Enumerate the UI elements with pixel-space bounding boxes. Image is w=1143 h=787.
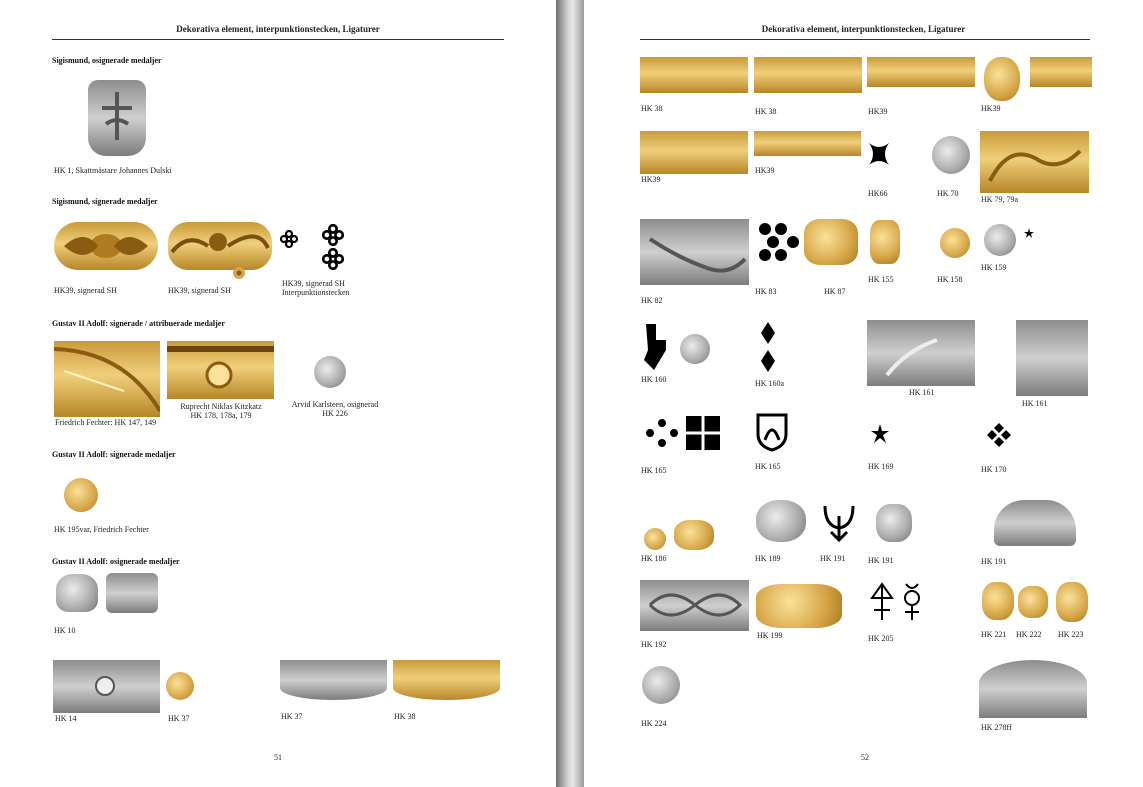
- coin-photo: [867, 320, 975, 386]
- asterisk-icon: [1024, 228, 1034, 238]
- caption: HK 38: [755, 107, 777, 116]
- coin-photo: [1030, 57, 1092, 87]
- ornament-photo: [1018, 586, 1048, 618]
- caption: HK 192: [641, 640, 667, 649]
- caption: Ruprecht Niklas Kitzkatz: [180, 402, 262, 411]
- caption: HK39, signerad SH: [282, 279, 345, 288]
- caption: HK 191: [820, 554, 846, 563]
- caption: HK39, signerad SH: [168, 286, 231, 295]
- rosette-icon: [322, 248, 344, 270]
- ornament-photo: [644, 528, 666, 550]
- ornament-photo: [168, 222, 272, 270]
- ornament-photo: [804, 219, 858, 265]
- section-title: Gustav II Adolf: signerade medaljer: [52, 450, 176, 459]
- caption: HK 70: [937, 189, 959, 198]
- caption: HK 199: [757, 631, 783, 640]
- coin-photo: [640, 219, 749, 285]
- coin-photo: [167, 341, 274, 399]
- caption: HK 169: [868, 462, 894, 471]
- caption: HK 278ff: [981, 723, 1012, 732]
- rosette-photo: [940, 228, 970, 258]
- rosette-photo: [642, 666, 680, 704]
- caption: HK 165: [755, 462, 781, 471]
- rosette-icon: [280, 230, 298, 248]
- caption: HK 186: [641, 554, 667, 563]
- coin-photo: [754, 131, 861, 156]
- ornament-photo: [56, 574, 98, 612]
- caption: HK 222: [1016, 630, 1042, 639]
- caption: Friedrich Fechter: HK 147, 149: [55, 418, 157, 427]
- caption: HK 1, Skattmästare Johannes Dulski: [54, 166, 172, 175]
- caption: HK 10: [54, 626, 76, 635]
- caption: HK 159: [981, 263, 1007, 272]
- caption: HK39: [755, 166, 775, 175]
- coin-photo: [280, 660, 387, 700]
- caption: HK 205: [868, 634, 894, 643]
- ornament-photo: [1056, 582, 1088, 622]
- caption: HK 155: [868, 275, 894, 284]
- caption: HK 170: [981, 465, 1007, 474]
- rosette-photo: [314, 356, 346, 388]
- caption: HK 79, 79a: [981, 195, 1019, 204]
- section-title: Sigismund, osignerade medaljer: [52, 56, 162, 65]
- rosette-photo: [932, 136, 970, 174]
- right-page: [584, 0, 1143, 787]
- dots-icon: [755, 221, 801, 263]
- coin-photo: [867, 57, 975, 87]
- punctuation-icon: [644, 414, 722, 452]
- ornament-photo: [106, 573, 158, 613]
- star-icon: [870, 424, 890, 444]
- rosette-photo: [64, 478, 98, 512]
- rosette-photo: [984, 224, 1016, 256]
- caption: HK 189: [755, 554, 781, 563]
- caption: HK 38: [394, 712, 416, 721]
- caption: HK 191: [981, 557, 1007, 566]
- caption: HK 160: [641, 375, 667, 384]
- ornament-photo: [756, 584, 842, 628]
- coin-photo: [53, 660, 160, 713]
- caption: HK 221: [981, 630, 1007, 639]
- coin-photo: [754, 57, 862, 93]
- header-rule: [640, 39, 1090, 40]
- diamonds-icon: [987, 423, 1011, 447]
- page-header: Dekorativa element, interpunktionstecken, Ligaturer: [176, 24, 380, 34]
- rosette-photo: [756, 500, 806, 542]
- coin-photo: [979, 660, 1087, 718]
- caption: HK39, signerad SH: [54, 286, 117, 295]
- mercury-symbol-icon: [900, 582, 924, 622]
- ornament-photo: [984, 57, 1020, 101]
- coin-photo: [980, 131, 1089, 193]
- coin-photo: [640, 580, 749, 631]
- fleur-photo: [876, 504, 912, 542]
- caption: HK 37: [168, 714, 190, 723]
- coin-photo: [640, 131, 748, 174]
- alchemy-symbol-icon: [870, 582, 894, 622]
- left-page: [0, 0, 556, 787]
- caption: HK39: [868, 107, 888, 116]
- caption: HK 87: [824, 287, 846, 296]
- caption: HK 226: [322, 409, 348, 418]
- caption: HK 161: [1022, 399, 1048, 408]
- caption: HK 37: [281, 712, 303, 721]
- caption: Arvid Karlsteen, osignerad: [291, 400, 379, 409]
- caption: HK 160a: [755, 379, 785, 388]
- page-header: Dekorativa element, interpunktionstecken, Ligaturer: [761, 24, 966, 34]
- caption: HK 223: [1058, 630, 1084, 639]
- book-gutter: [556, 0, 584, 787]
- caption: HK 165: [641, 466, 667, 475]
- caption: HK 178, 178a, 179: [190, 411, 252, 420]
- caption: HK 158: [937, 275, 963, 284]
- coin-photo: [640, 57, 748, 93]
- ornament-photo: [54, 222, 158, 270]
- page-number: 52: [861, 753, 869, 762]
- caption: HK 83: [755, 287, 777, 296]
- shield-icon: [755, 412, 789, 452]
- ornament-photo: [674, 520, 714, 550]
- diamonds-icon: [759, 320, 777, 374]
- ornament-photo: [870, 220, 900, 264]
- ornament-photo: [982, 582, 1014, 620]
- cross-star-icon: [867, 141, 891, 167]
- rosette-icon: [322, 224, 344, 246]
- caption: HK 38: [641, 104, 663, 113]
- glyph-icon: [642, 320, 668, 374]
- caption: HK 224: [641, 719, 667, 728]
- caption: HK39: [981, 104, 1001, 113]
- caption: HK39: [641, 175, 661, 184]
- section-title: Gustav II Adolf: signerade / attribuerade medaljer: [52, 319, 225, 328]
- rosette-photo: [680, 334, 710, 364]
- caption: HK 161: [909, 388, 935, 397]
- coin-photo: [88, 80, 146, 156]
- caption: HK 191: [868, 556, 894, 565]
- page-number: 51: [274, 753, 282, 762]
- coin-photo: [393, 660, 500, 700]
- coin-photo: [54, 341, 160, 417]
- ligature-icon: [820, 502, 858, 542]
- caption: HK 14: [55, 714, 77, 723]
- caption: HK66: [868, 189, 888, 198]
- header-rule: [52, 39, 504, 40]
- section-title: Gustav II Adolf: osignerade medaljer: [52, 557, 180, 566]
- caption: HK 195var, Friedrich Fechter: [54, 525, 149, 534]
- section-title: Sigismund, signerade medaljer: [52, 197, 158, 206]
- rosette-photo: [166, 672, 194, 700]
- coin-photo: [1016, 320, 1088, 396]
- caption: Interpunktionstecken: [282, 288, 350, 297]
- comb-photo: [994, 500, 1076, 546]
- caption: HK 82: [641, 296, 663, 305]
- rosette-icon: [232, 266, 246, 280]
